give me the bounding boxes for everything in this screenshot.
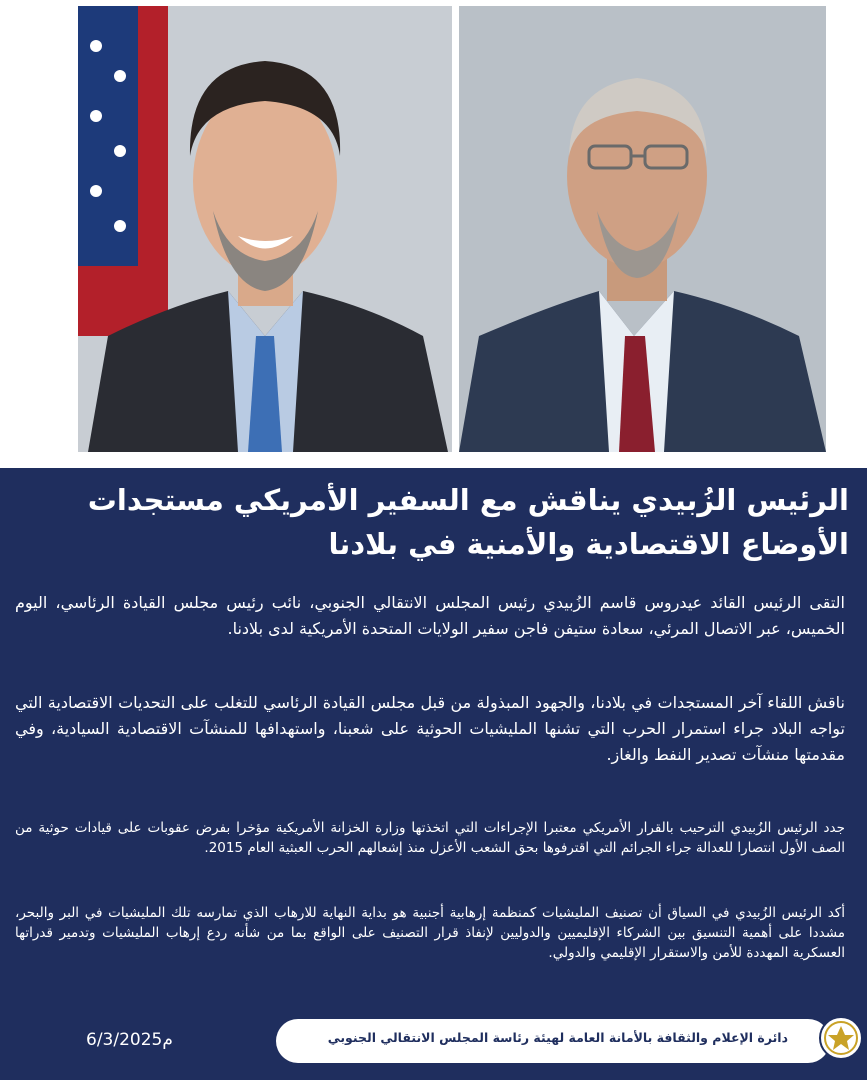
paragraph-discussion: ناقش اللقاء آخر المستجدات في بلادنا، والجهود المبذولة من قبل مجلس القيادة الرئاسي للتغلب على التحديات الاقتصادية التي تواجه البلاد جراء استمرار الحرب التي تشنها المليشيات الحوثية على شعبنا، واستهدافها للمنشآت الاقتصادية السيادية، وفي مقدمتها منشآت تصدير النفط والغاز. xyxy=(15,693,845,764)
president-portrait-icon xyxy=(459,6,826,452)
publication-date: 6/3/2025م xyxy=(86,1030,173,1050)
department-name: دائرة الإعلام والثقافة بالأمانة العامة لهيئة رئاسة المجلس الانتقالي الجنوبي xyxy=(327,1030,788,1045)
paragraph-sanctions: جدد الرئيس الزُبيدي الترحيب بالقرار الأمريكي معتبرا الإجراءات التي اتخذتها وزارة الخزانة الأمريكية مؤخرا بفرض عقوبات على قيادات حوثية من الصف الأول انتصارا للعدالة جراء الجرائم التي اقترفوها بحق الشعب الأعزل منذ إشعالهم الحرب العبثية العام 2015. xyxy=(15,820,845,856)
footer xyxy=(0,1010,867,1080)
eagle-emblem-icon xyxy=(818,1015,864,1061)
photo-us-ambassador xyxy=(78,6,452,452)
photo-president xyxy=(459,6,826,452)
footer-department-bar xyxy=(276,1019,830,1063)
paragraph-designation: أكد الرئيس الزُبيدي في السياق أن تصنيف المليشيات كمنظمة إرهابية أجنبية هو بداية النهاية للارهاب الذي تمارسه تلك المليشيات في البر والبحر، مشددا على أهمية التنسيق بين الشركاء الإقليميين والدوليين لإنفاذ قرار التصنيف على الواقع بما من شأنه ردع إرهاب المليشيات وتدمير قدراتها العسكرية المهددة للأمن والاستقرار الإقليمي والدولي. xyxy=(15,905,845,961)
photo-band xyxy=(0,0,867,468)
paragraph-meeting: التقى الرئيس القائد عيدروس قاسم الزُبيدي رئيس المجلس الانتقالي الجنوبي، نائب رئيس مجلس القيادة الرئاسي، اليوم الخميس، عبر الاتصال المرئي، سعادة ستيفن فاجن سفير الولايات المتحدة الأمريكية لدى بلادنا. xyxy=(15,593,845,638)
headline: الرئيس الزُبيدي يناقش مع السفير الأمريكي مستجدات الأوضاع الاقتصادية والأمنية في بلادنا xyxy=(87,483,849,561)
ambassador-portrait-icon xyxy=(78,6,452,452)
